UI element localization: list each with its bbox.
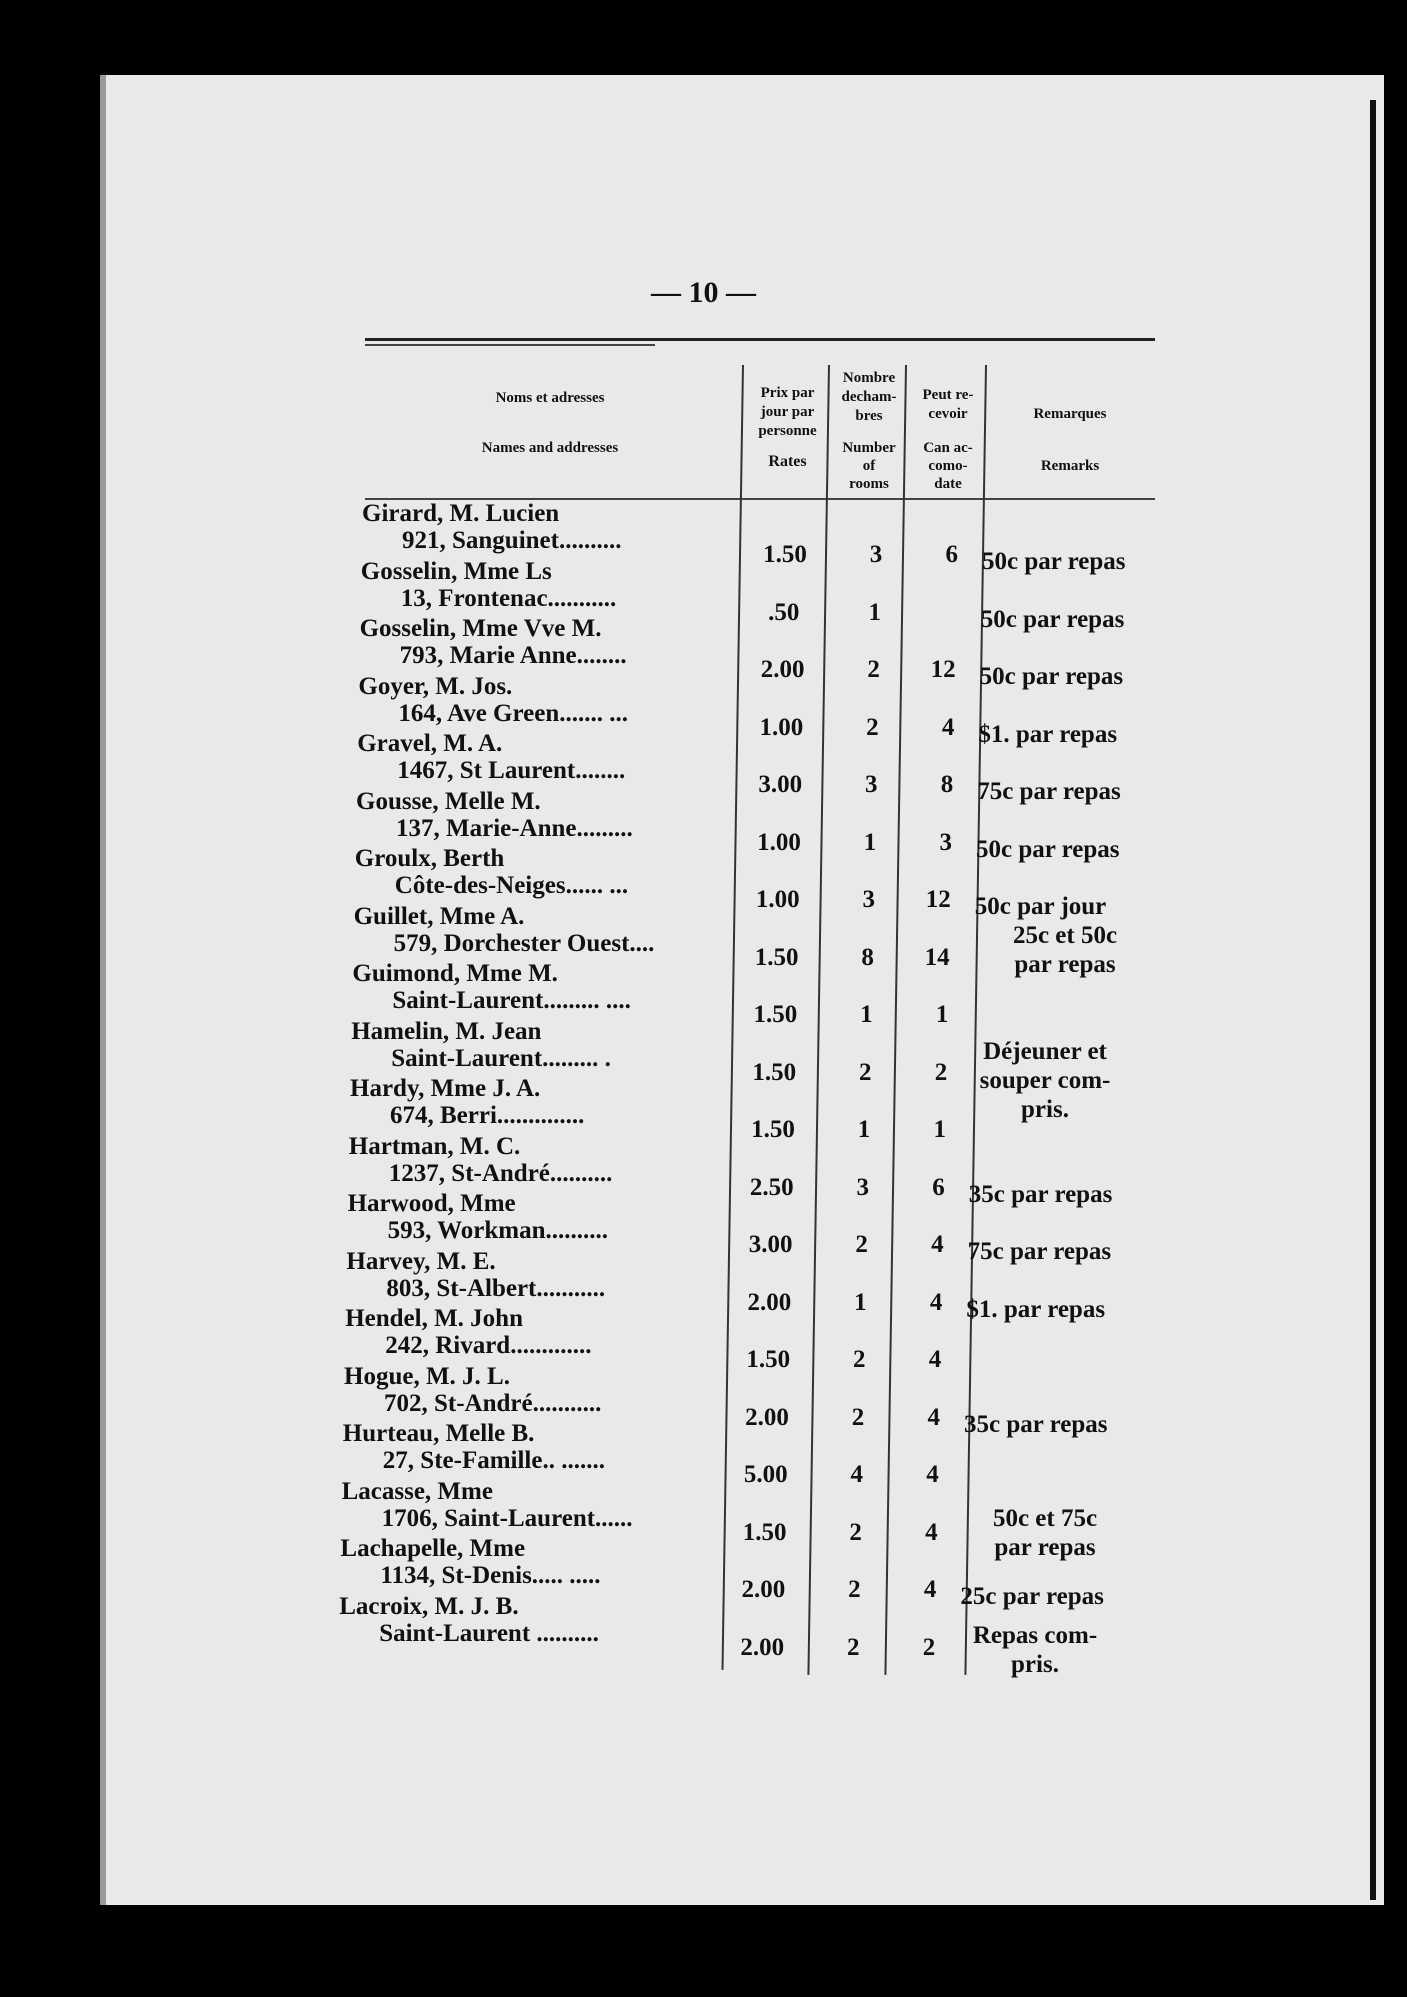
- header-rooms-en-2: of: [862, 458, 876, 474]
- entry-remark: 50c par jour: [974, 893, 1107, 920]
- entry-rate: 2.00: [745, 1403, 789, 1431]
- header-rooms-en-1: Number: [842, 440, 896, 456]
- header-names-fr: Noms et adresses: [495, 390, 605, 406]
- entry-rooms: 2: [858, 1058, 872, 1086]
- header-capacity-fr-2: cevoir: [928, 406, 968, 422]
- entry-rooms: 2: [867, 656, 880, 683]
- entry-capacity: 4: [931, 1231, 944, 1258]
- entry-address: 793, Marie Anne........: [399, 642, 627, 669]
- entry-address: 803, St-Albert...........: [386, 1274, 606, 1302]
- entry-rooms: 2: [846, 1633, 860, 1661]
- entry-capacity: 6: [932, 1173, 945, 1201]
- entry-name: Hurteau, Melle B.: [342, 1420, 535, 1447]
- entry-rooms: 3: [864, 771, 878, 798]
- entry-rooms: 1: [860, 1001, 873, 1028]
- entry-rate: 5.00: [743, 1461, 788, 1488]
- entry-name: Hardy, Mme J. A.: [350, 1075, 541, 1102]
- entry-name: Girard, M. Lucien: [362, 500, 560, 527]
- entry-rooms: 1: [857, 1116, 871, 1143]
- page-number: — 10 —: [651, 276, 756, 309]
- entry-remark: 50c par repas: [976, 835, 1120, 863]
- remark-line: Repas com-: [972, 1622, 1098, 1649]
- entry-capacity: 12: [925, 886, 951, 913]
- header-remarks-fr: Remarques: [1033, 406, 1107, 422]
- entry-rate: 1.50: [751, 1116, 795, 1143]
- entry-address: 1706, Saint-Laurent......: [381, 1504, 633, 1532]
- entry-rate: 1.50: [742, 1518, 787, 1546]
- entry-name: Hendel, M. John: [345, 1305, 523, 1332]
- entry-remark: 35c par repas: [964, 1410, 1108, 1438]
- remark-dejeuner: [960, 1038, 1130, 1124]
- entry-address: 1134, St-Denis..... .....: [380, 1562, 601, 1589]
- next-page-edge: [1370, 100, 1376, 1900]
- entry-remark: 50c par repas: [982, 548, 1126, 575]
- remark-lacroix: [955, 1622, 1115, 1680]
- entry-capacity: 4: [941, 713, 955, 741]
- header-names-en: Names and addresses: [481, 440, 619, 456]
- remark-line: 50c et 75c: [992, 1505, 1098, 1532]
- entry-rooms: 4: [850, 1461, 864, 1488]
- entry-capacity: 4: [927, 1403, 940, 1431]
- entry-rooms: 2: [851, 1403, 865, 1431]
- entry-address: 702, St-André...........: [384, 1389, 602, 1417]
- entry-address: 1467, St Laurent........: [397, 757, 626, 784]
- remark-line: par repas: [994, 1533, 1096, 1561]
- entry-address: 1237, St-André..........: [388, 1159, 613, 1187]
- entry-rooms: 2: [866, 713, 879, 741]
- entry-rooms: 2: [848, 1576, 861, 1603]
- entry-address: Saint-Laurent......... ....: [392, 987, 631, 1014]
- entry-rate: 1.50: [754, 943, 799, 971]
- header-rate-fr-2: jour par: [760, 404, 815, 420]
- remark-line: souper com-: [979, 1066, 1111, 1094]
- entry-capacity: 8: [940, 771, 954, 798]
- entry-rate: 2.50: [749, 1173, 794, 1201]
- entry-rate: 3.00: [758, 771, 803, 798]
- entry-rate: 1.00: [759, 713, 804, 741]
- entry-name: Lacroix, M. J. B.: [339, 1592, 519, 1620]
- entry-capacity: 2: [922, 1633, 936, 1661]
- entry-name: Hamelin, M. Jean: [351, 1017, 542, 1045]
- entry-name: Harwood, Mme: [347, 1190, 516, 1217]
- entry-name: Guimond, Mme M.: [352, 960, 558, 987]
- entry-capacity: 1: [933, 1116, 946, 1143]
- entry-rate: 1.50: [763, 541, 807, 568]
- entry-remark: 50c par repas: [980, 605, 1125, 633]
- entry-address: 674, Berri..............: [390, 1102, 585, 1129]
- header-rate-en: Rates: [768, 453, 807, 470]
- entry-rooms: 1: [854, 1288, 867, 1316]
- entry-remark: 50c par repas: [979, 663, 1124, 690]
- entry-rooms: 3: [856, 1173, 870, 1201]
- header-rooms-fr-1: Nombre: [842, 370, 896, 386]
- entry-name: Harvey, M. E.: [346, 1247, 496, 1275]
- entry-rate: 2.00: [740, 1633, 785, 1661]
- header-rooms-fr-2: decham-: [841, 389, 897, 405]
- entry-rate: 2.00: [760, 656, 805, 683]
- entry-capacity: 14: [924, 943, 950, 971]
- entry-rate: 2.00: [747, 1288, 792, 1316]
- entry-address: 27, Ste-Famille.. .......: [382, 1447, 605, 1474]
- entry-capacity: 1: [935, 1001, 949, 1028]
- entry-rate: 1.00: [757, 828, 801, 856]
- entry-name: Hartman, M. C.: [348, 1132, 521, 1160]
- remark-line: pris.: [1011, 1650, 1059, 1678]
- entry-address: Saint-Laurent ..........: [379, 1619, 599, 1647]
- entry-rate: 2.00: [741, 1576, 786, 1603]
- entry-capacity: 4: [923, 1576, 937, 1603]
- entry-address: 579, Dorchester Ouest....: [393, 929, 655, 957]
- entry-capacity: 2: [934, 1058, 948, 1086]
- header-remarks-en: Remarks: [1040, 458, 1100, 474]
- entry-address: 164, Ave Green....... ...: [398, 699, 628, 727]
- entry-name: Gosselin, Mme Ls: [360, 557, 552, 585]
- entry-address: Côte-des-Neiges...... ...: [394, 872, 629, 899]
- entry-capacity: 3: [939, 828, 952, 856]
- remark-lacasse: [965, 1505, 1125, 1563]
- entry-capacity: 4: [926, 1461, 939, 1488]
- remark-line: 25c et 50c: [1012, 922, 1118, 949]
- entry-capacity: 12: [930, 656, 956, 683]
- entry-address: 921, Sanguinet..........: [402, 527, 622, 554]
- header-capacity-en-2: como-: [928, 458, 968, 474]
- entry-rate: 1.00: [755, 886, 800, 913]
- entry-remark: $1. par repas: [978, 720, 1118, 748]
- entry-capacity: 4: [928, 1346, 942, 1373]
- header-capacity-en-1: Can ac-: [923, 440, 973, 456]
- entry-name: Gravel, M. A.: [357, 730, 503, 757]
- entry-rooms: 2: [855, 1231, 868, 1258]
- entry-rooms: 3: [862, 886, 876, 913]
- entry-capacity: 6: [945, 541, 958, 568]
- entry-capacity: 4: [929, 1288, 943, 1316]
- entry-rooms: 2: [852, 1346, 866, 1373]
- entry-name: Hogue, M. J. L.: [344, 1362, 510, 1390]
- top-rule-secondary: [365, 344, 655, 346]
- entry-address: 137, Marie-Anne.........: [396, 814, 633, 842]
- remark-guillet-extra: [975, 922, 1155, 980]
- entry-address: Saint-Laurent......... .: [391, 1044, 611, 1072]
- header-capacity-fr-1: Peut re-: [922, 387, 974, 403]
- entry-remark: 75c par repas: [977, 778, 1121, 805]
- remark-line: pris.: [1021, 1095, 1069, 1123]
- remark-line: par repas: [1014, 950, 1116, 978]
- entry-remark: $1. par repas: [966, 1295, 1106, 1323]
- header-rate-fr-3: personne: [758, 423, 817, 439]
- entry-rooms: 3: [869, 541, 883, 568]
- entry-rate: 1.50: [752, 1058, 797, 1086]
- entry-rate: .50: [768, 598, 800, 626]
- entry-rate: 3.00: [748, 1231, 793, 1258]
- entry-address: 593, Workman..........: [387, 1217, 608, 1244]
- entry-name: Groulx, Berth: [354, 845, 505, 872]
- entry-rate: 1.50: [753, 1001, 798, 1028]
- entry-name: Goyer, M. Jos.: [358, 672, 513, 700]
- header-rate-fr-1: Prix par: [760, 385, 815, 401]
- entry-name: Gousse, Melle M.: [356, 787, 541, 815]
- entry-rate: 1.50: [746, 1346, 791, 1373]
- remark-line: Déjeuner et: [983, 1038, 1107, 1065]
- entry-name: Gosselin, Mme Vve M.: [359, 615, 602, 642]
- entry-capacity: 4: [925, 1518, 938, 1546]
- entry-rooms: 2: [849, 1518, 862, 1546]
- entry-rooms: 8: [861, 943, 874, 971]
- header-capacity-en-3: date: [934, 476, 962, 492]
- entry-name: Lachapelle, Mme: [340, 1535, 526, 1562]
- entry-remark: 75c par repas: [967, 1238, 1112, 1265]
- entry-address: 13, Frontenac...........: [400, 584, 617, 612]
- entry-address: 242, Rivard.............: [385, 1332, 592, 1359]
- entry-name: Lacasse, Mme: [341, 1477, 493, 1505]
- entry-remark: 25c par repas: [960, 1583, 1104, 1610]
- top-rule: [365, 338, 1155, 341]
- entry-rooms: 1: [863, 828, 877, 856]
- entry-rooms: 1: [868, 598, 882, 626]
- header-rooms-fr-3: bres: [855, 408, 883, 424]
- scanned-page: [100, 75, 1384, 1905]
- header-rooms-en-3: rooms: [849, 476, 889, 492]
- entry-name: Guillet, Mme A.: [353, 902, 525, 930]
- entry-remark: 35c par repas: [968, 1180, 1113, 1208]
